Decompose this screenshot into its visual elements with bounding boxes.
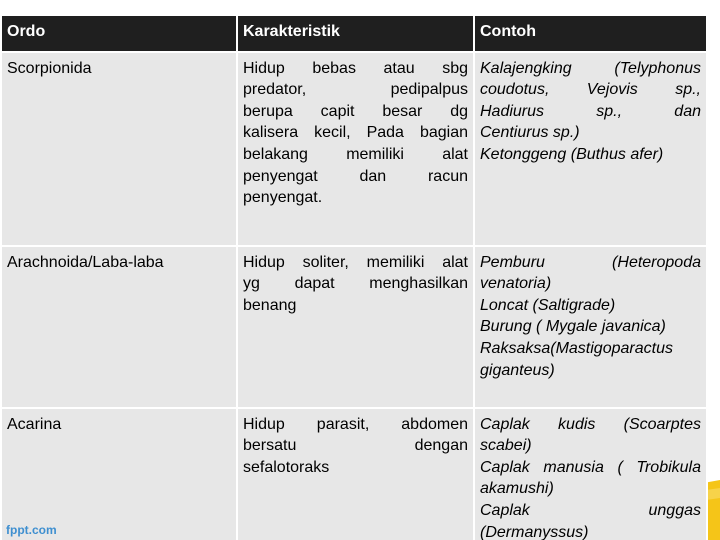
header-contoh: Contoh bbox=[474, 15, 707, 52]
text-line: Ketonggeng (Buthus afer) bbox=[480, 145, 664, 163]
text-line: predator, pedipalpus bbox=[243, 81, 468, 99]
cell-contoh bbox=[474, 246, 707, 408]
text-line: Caplak kudis (Scoarptes bbox=[480, 415, 701, 433]
text-line: giganteus) bbox=[480, 361, 555, 379]
cell-ordo: Scorpionida bbox=[1, 52, 237, 246]
cell-karakteristik bbox=[237, 246, 474, 408]
cell-contoh bbox=[474, 52, 707, 246]
text-line: penyengat dan racun bbox=[243, 167, 468, 185]
header-karakteristik: Karakteristik bbox=[237, 15, 474, 52]
text-line: scabei) bbox=[480, 437, 532, 455]
table-row bbox=[1, 52, 707, 246]
text-line: venatoria) bbox=[480, 275, 552, 293]
text-line: belakang memiliki alat bbox=[243, 145, 468, 163]
text-line: berupa capit besar dg bbox=[243, 102, 468, 120]
table-row bbox=[1, 246, 707, 408]
text-line: Caplak unggas bbox=[480, 501, 701, 519]
cell-ordo: Acarina bbox=[1, 408, 237, 540]
text-line: sefalotoraks bbox=[243, 458, 330, 476]
text-line: benang bbox=[243, 296, 297, 314]
text-line: Pemburu (Heteropoda bbox=[480, 253, 701, 271]
header-ordo: Ordo bbox=[1, 15, 237, 52]
cell-contoh bbox=[474, 408, 707, 540]
text-line: bersatu dengan bbox=[243, 437, 468, 455]
text-line: Burung ( Mygale javanica) bbox=[480, 318, 666, 336]
text-line: (Dermanyssus) bbox=[480, 523, 589, 540]
text-line: coudotus, Vejovis sp., bbox=[480, 81, 701, 99]
text-line: Kalajengking (Telyphonus bbox=[480, 59, 701, 77]
text-line: akamushi) bbox=[480, 480, 554, 498]
text-line: Hidup parasit, abdomen bbox=[243, 415, 468, 433]
text-line: Centiurus sp.) bbox=[480, 124, 580, 142]
text-line: Hidup bebas atau sbg bbox=[243, 59, 468, 77]
text-line: Hadiurus sp., dan bbox=[480, 102, 701, 120]
arachnida-order-table bbox=[0, 14, 708, 540]
cell-karakteristik bbox=[237, 52, 474, 246]
cell-ordo: Arachnoida/Laba-laba bbox=[1, 246, 237, 408]
fppt-watermark: fppt.com bbox=[6, 523, 57, 537]
text-line: Caplak manusia ( Trobikula bbox=[480, 458, 701, 476]
text-line: yg dapat menghasilkan bbox=[243, 275, 468, 293]
table-row bbox=[1, 408, 707, 540]
table-header-row bbox=[1, 15, 707, 52]
text-line: Hidup soliter, memiliki alat bbox=[243, 253, 468, 271]
text-line: penyengat. bbox=[243, 189, 323, 207]
cell-karakteristik bbox=[237, 408, 474, 540]
text-line: kalisera kecil, Pada bagian bbox=[243, 124, 468, 142]
text-line: Raksaksa(Mastigoparactus bbox=[480, 339, 673, 357]
text-line: Loncat (Saltigrade) bbox=[480, 296, 616, 314]
